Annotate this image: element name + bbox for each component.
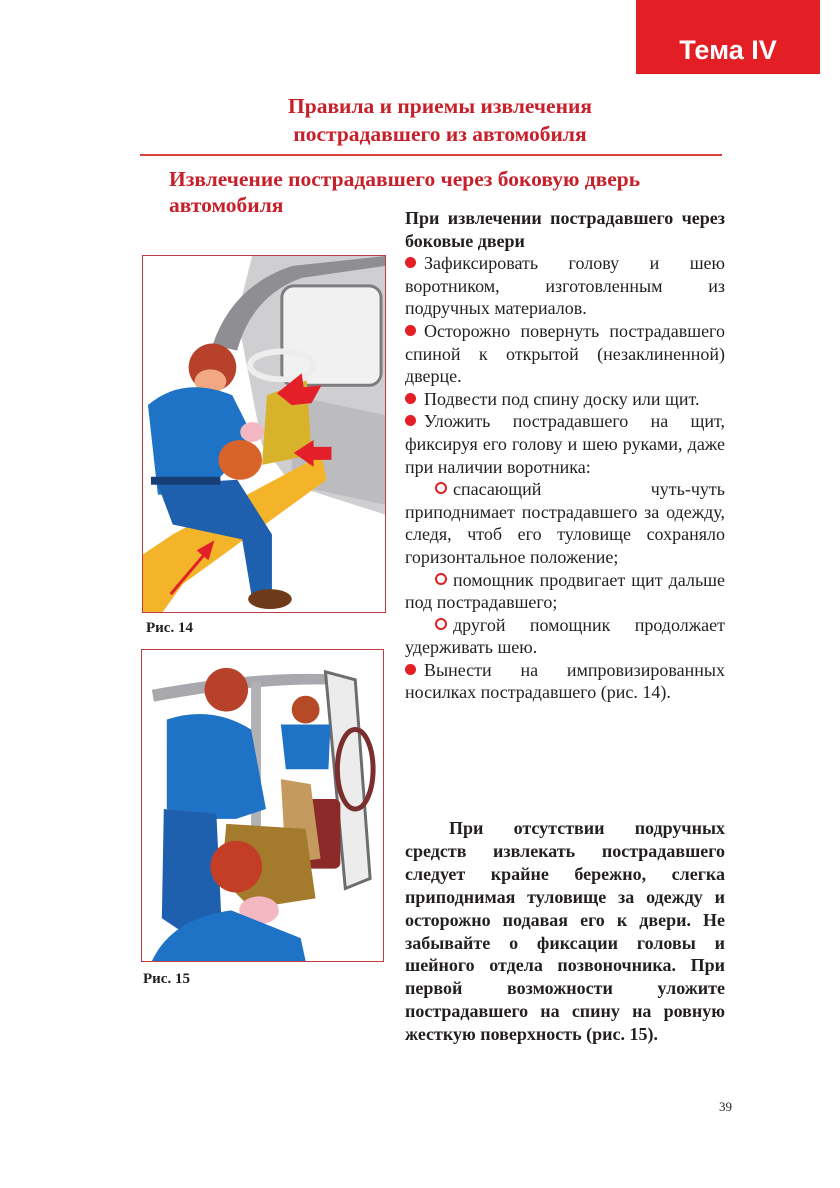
red-bullet-icon: [405, 664, 416, 675]
figure-14-illustration: [142, 255, 386, 613]
red-ring-bullet-icon: [435, 573, 447, 585]
sub-list-item: другой помощник продолжает удерживать шею.: [405, 614, 725, 658]
sub-list-item: помощник продвигает щит дальше под пострадавшего;: [405, 569, 725, 613]
page-title-line-1: Правила и приемы извлечения: [288, 94, 592, 118]
red-ring-bullet-icon: [435, 618, 447, 630]
red-bullet-icon: [405, 415, 416, 426]
title-divider: [140, 154, 722, 156]
figure-15-caption: Рис. 15: [143, 971, 190, 987]
red-bullet-icon: [405, 257, 416, 268]
page-title-line-2: пострадавшего из автомобиля: [293, 122, 587, 146]
figure-14-caption: Рис. 14: [146, 620, 193, 636]
theme-tab: [636, 0, 820, 74]
note-paragraph: [405, 817, 725, 1046]
instructions-lead: При извлечении пострадавшего через боковые двери: [405, 208, 725, 251]
red-bullet-icon: [405, 325, 416, 336]
page-title: [140, 92, 740, 148]
list-item: Уложить пострадавшего на щит, фиксируя его голову и шею руками, даже при наличии воротника:: [405, 411, 725, 477]
figure-15-illustration: [141, 649, 384, 962]
list-item: Подвести под спину доску или щит.: [405, 388, 725, 411]
section-title-line-1: Извлечение пострадавшего через боковую дверь: [169, 167, 641, 191]
instructions-block: [405, 207, 725, 704]
note-text: При отсутствии подручных средств извлекать пострадавшего следует крайне бережно, слегка приподнимая туловище за одежду и осторожно подавая его к двери. Не забывайте о фиксации головы и шейного отдела позвоночника. При первой возможности уложите пострадавшего на спину на ровную жесткую поверхность (рис. 15).: [405, 818, 725, 1045]
list-item: Осторожно повернуть пострадавшего спиной к открытой (незаклиненной) дверце.: [405, 320, 725, 387]
section-title-line-2: автомобиля: [169, 193, 284, 217]
red-ring-bullet-icon: [435, 482, 447, 494]
list-item: Вынести на импровизированных носилках пострадавшего (рис. 14).: [405, 659, 725, 703]
page-number: 39: [719, 1099, 732, 1114]
sub-list-item: спасающий чуть-чуть приподнимает пострадавшего за одежду, следя, чтоб его туловище сохраняло горизонтальное положение;: [405, 479, 725, 567]
theme-tab-label: Тема IV: [679, 35, 777, 65]
red-bullet-icon: [405, 393, 416, 404]
list-item: Зафиксировать голову и шею воротником, изготовленным из подручных материалов.: [405, 253, 725, 319]
